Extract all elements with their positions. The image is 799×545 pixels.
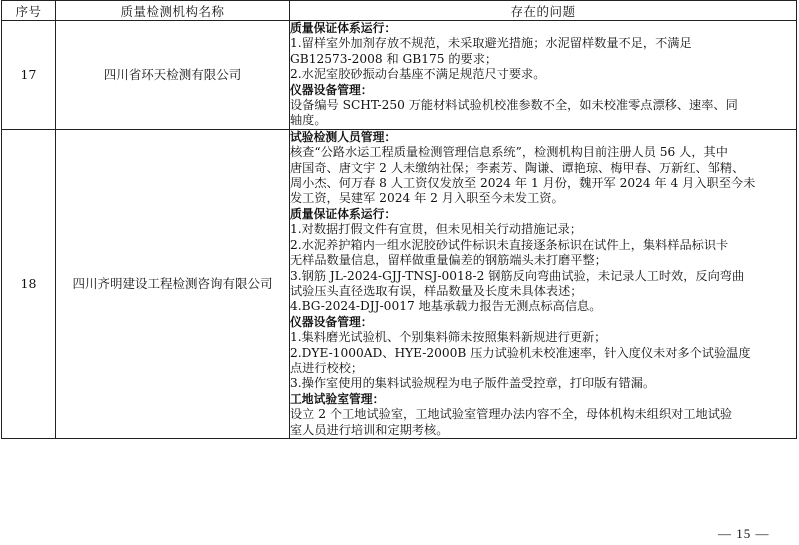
category-heading: 质量保证体系运行： bbox=[290, 206, 397, 221]
row-seq: 17 bbox=[2, 21, 56, 130]
issue-line: 设立 2 个工地试验室，工地试验室管理办法内容不全，母体机构未组织对工地试验 bbox=[290, 407, 733, 422]
issue-line: 2.水泥室胶砂振动台基座不满足规范尺寸要求。 bbox=[290, 67, 546, 82]
row-issues bbox=[290, 129, 797, 438]
row-org: 四川省环天检测有限公司 bbox=[56, 21, 290, 130]
row-org: 四川齐明建设工程检测咨询有限公司 bbox=[56, 129, 290, 438]
issue-line: 无样品数量信息，留样做重量偏差的钢筋端头未打磨平整； bbox=[290, 253, 607, 268]
issue-line: 试验压头直径选取有误，样品数量及长度未具体表述； bbox=[290, 283, 583, 298]
issue-line: 核查“公路水运工程质量检测管理信息系统”，检测机构目前注册人员 56 人，其中 bbox=[290, 145, 728, 160]
issue-line: 发工资，吴建军 2024 年 2 月入职至今未发工资。 bbox=[290, 191, 564, 206]
category-heading: 质量保证体系运行： bbox=[290, 21, 397, 35]
issue-line: 2.DYE-1000AD、HYE-2000B 压力试验机未校准速率，针入度仪未对多个试验温度 bbox=[290, 345, 751, 360]
table-row bbox=[2, 21, 797, 130]
issue-line: 室人员进行培训和定期考核。 bbox=[290, 422, 449, 437]
issue-line: 周小杰、何万春 8 人工资仅发放至 2024 年 1 月份，魏开军 2024 年 4 月入职至今未 bbox=[290, 176, 756, 191]
issue-line: 唐国奇、唐文宇 2 人未缴纳社保；李素芳、陶谦、谭艳琼、梅甲春、万新红、邹精、 bbox=[290, 160, 745, 175]
issue-line: 3.钢筋 JL-2024-GJJ-TNSJ-0018-2 钢筋反向弯曲试验，未记录人工时效，反向弯曲 bbox=[290, 268, 745, 283]
category-heading: 试验检测人员管理： bbox=[290, 129, 397, 144]
issue-line: 4.BG-2024-DJJ-0017 地基承载力报告无测点标高信息。 bbox=[290, 299, 602, 314]
issue-line: 点进行校校； bbox=[290, 360, 364, 375]
issue-line: GB12573-2008 和 GB175 的要求； bbox=[290, 51, 498, 66]
header-issues: 存在的问题 bbox=[290, 1, 797, 21]
issue-line: 设备编号 SCHT-250 万能材料试验机校准参数不全，如未校准零点漂移、速率、同 bbox=[290, 98, 738, 113]
category-heading: 仪器设备管理： bbox=[290, 82, 373, 97]
header-org: 质量检测机构名称 bbox=[56, 1, 290, 21]
row-seq: 18 bbox=[2, 129, 56, 438]
row-issues bbox=[290, 21, 797, 130]
header-seq: 序号 bbox=[2, 1, 56, 21]
issue-line: 2.水泥养护箱内一组水泥胶砂试件标识未直接逐条标识在试件上，集料样品标识卡 bbox=[290, 237, 729, 252]
table-header-row bbox=[2, 1, 797, 21]
category-heading: 仪器设备管理： bbox=[290, 314, 373, 329]
issue-line: 轴度。 bbox=[290, 113, 327, 128]
issue-line: 1.集料磨光试验机、个别集料筛未按照集料新规进行更新； bbox=[290, 330, 607, 345]
table-row bbox=[2, 129, 797, 438]
category-heading: 工地试验室管理： bbox=[290, 391, 385, 406]
issue-line: 1.对数据打假文件有宣贯，但未见相关行动措施记录； bbox=[290, 222, 582, 237]
issue-line: 1.留样室外加剂存放不规范，未采取避光措施；水泥留样数量不足，不满足 bbox=[290, 36, 692, 51]
issue-line: 3.操作室使用的集料试验规程为电子版件盖受控章，打印版有错漏。 bbox=[290, 376, 656, 391]
page-number: — 15 — bbox=[718, 526, 770, 541]
issues-table bbox=[1, 0, 797, 439]
